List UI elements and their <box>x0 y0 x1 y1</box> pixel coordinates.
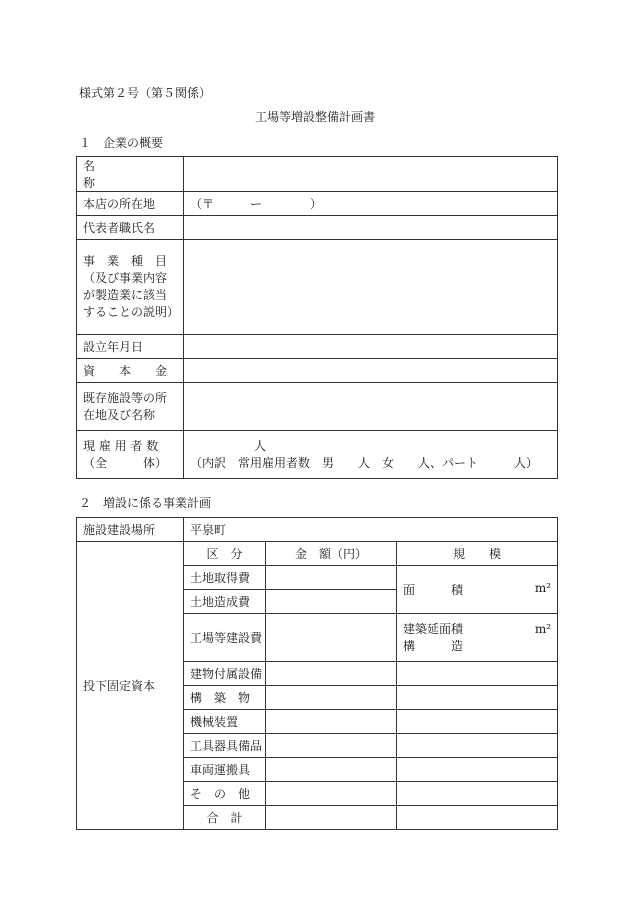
item-factory: 工場等建設費 <box>184 614 266 662</box>
company-overview-table <box>76 156 558 479</box>
label-existing-facility: 既存施設等の所在地及び名称 <box>77 383 184 431</box>
row-employees <box>77 431 558 479</box>
label-site: 施設建設場所 <box>77 518 184 542</box>
scale-total[interactable] <box>397 806 558 830</box>
item-tools: 工具器具備品 <box>184 734 266 758</box>
item-other: そ の 他 <box>184 782 266 806</box>
item-equipment: 建物付属設備 <box>184 662 266 686</box>
amount-land-development[interactable] <box>266 590 397 614</box>
label-business: 事 業 種 目 （及び事業内容が製造業に該当することの説明） <box>77 240 184 335</box>
label-invest: 投下固定資本 <box>77 542 184 830</box>
scale-machinery[interactable] <box>397 710 558 734</box>
field-address[interactable]: （〒 ー ） <box>184 192 558 216</box>
item-land-acquisition: 土地取得費 <box>184 566 266 590</box>
amount-equipment[interactable] <box>266 662 397 686</box>
scale-vehicles[interactable] <box>397 758 558 782</box>
square-meter-unit: m² <box>534 581 552 595</box>
label-founded: 設立年月日 <box>77 335 184 359</box>
field-company-name[interactable] <box>184 157 558 192</box>
scale-structure[interactable] <box>397 686 558 710</box>
scale-floor-structure[interactable]: 建築延面積 m² 構 造 <box>397 614 558 662</box>
scale-other[interactable] <box>397 782 558 806</box>
scale-area[interactable]: 面 積 m² <box>397 566 558 614</box>
amount-factory[interactable] <box>266 614 397 662</box>
row-capital <box>77 359 558 383</box>
amount-structure[interactable] <box>266 686 397 710</box>
square-meter-unit: m² <box>534 621 552 636</box>
amount-total[interactable] <box>266 806 397 830</box>
field-existing-facility[interactable] <box>184 383 558 431</box>
row-business <box>77 240 558 335</box>
amount-vehicles[interactable] <box>266 758 397 782</box>
item-machinery: 機械装置 <box>184 710 266 734</box>
row-existing-facility <box>77 383 558 431</box>
field-capital[interactable] <box>184 359 558 383</box>
section2-heading: ２ 増設に係る事業計画 <box>79 496 212 510</box>
row-address <box>77 192 558 216</box>
row-representative <box>77 216 558 240</box>
section1-heading: １ 企業の概要 <box>79 136 164 150</box>
item-structure: 構 築 物 <box>184 686 266 710</box>
expansion-plan-table <box>76 517 558 830</box>
field-representative[interactable] <box>184 216 558 240</box>
row-company-name <box>77 157 558 192</box>
item-vehicles: 車両運搬具 <box>184 758 266 782</box>
label-company-name: 名 称 <box>77 157 184 192</box>
field-founded[interactable] <box>184 335 558 359</box>
header-amount: 金 額（円） <box>266 542 397 566</box>
row-header <box>77 542 558 566</box>
label-capital: 資 本 金 <box>77 359 184 383</box>
scale-equipment[interactable] <box>397 662 558 686</box>
scale-tools[interactable] <box>397 734 558 758</box>
amount-land-acquisition[interactable] <box>266 566 397 590</box>
amount-other[interactable] <box>266 782 397 806</box>
label-employees: 現 雇 用 者 数 （全 体） <box>77 431 184 479</box>
item-land-development: 土地造成費 <box>184 590 266 614</box>
field-employees[interactable]: 人 （内訳 常用雇用者数 男 人 女 人、パート 人） <box>184 431 558 479</box>
field-site[interactable]: 平泉町 <box>184 518 558 542</box>
label-address: 本店の所在地 <box>77 192 184 216</box>
header-scale: 規 模 <box>397 542 558 566</box>
amount-tools[interactable] <box>266 734 397 758</box>
row-founded <box>77 335 558 359</box>
row-site <box>77 518 558 542</box>
field-business[interactable] <box>184 240 558 335</box>
amount-machinery[interactable] <box>266 710 397 734</box>
document-title: 工場等増設整備計画書 <box>254 110 375 124</box>
form-number: 様式第２号（第５関係） <box>79 86 212 100</box>
item-total: 合 計 <box>184 806 266 830</box>
header-category: 区 分 <box>184 542 266 566</box>
label-representative: 代表者職氏名 <box>77 216 184 240</box>
